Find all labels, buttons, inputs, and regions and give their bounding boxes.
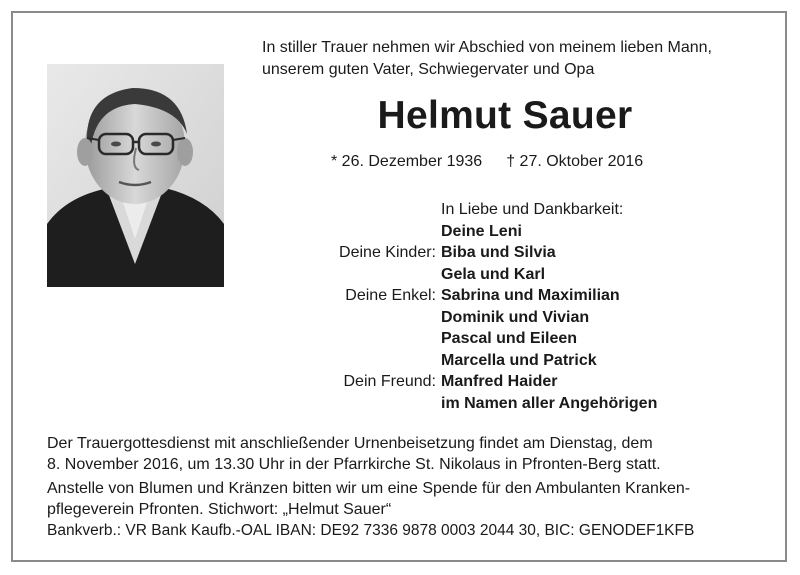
intro-line-1: In stiller Trauer nehmen wir Abschied von meinem lieben Mann, [262, 39, 712, 56]
portrait-photo [47, 64, 224, 287]
list-item [260, 285, 760, 307]
donation-line-1: Anstelle von Blumen und Kränzen bitten wir um eine Spende für den Ambulanten Kranken- [47, 480, 691, 497]
death-date: † 27. Oktober 2016 [506, 153, 644, 170]
donation-line-2: pflegeverein Pfronten. Stichwort: „Helmut Sauer“ [47, 501, 392, 518]
list-item [260, 371, 760, 393]
service-line-2: 8. November 2016, um 13.30 Uhr in der Pfarrkirche St. Nikolaus in Pfronten-Berg statt. [47, 456, 661, 473]
intro-line-2: unserem guten Vater, Schwiegervater und Opa [262, 61, 595, 78]
list-item [260, 199, 760, 221]
children-entry: Biba und Silvia [441, 244, 556, 261]
grandchildren-label: Deine Enkel: [345, 287, 436, 304]
friend-name: Manfred Haider [441, 373, 558, 390]
list-item [260, 350, 760, 372]
list-item [260, 242, 760, 264]
wife-name: Deine Leni [441, 222, 522, 240]
list-item [260, 393, 760, 415]
grandchildren-entry: Dominik und Vivian [441, 308, 590, 326]
closing-line: im Namen aller Angehörigen [441, 394, 658, 412]
service-info [47, 433, 767, 475]
list-item [260, 328, 760, 350]
donation-info [47, 478, 767, 520]
grandchildren-entry: Marcella und Patrick [441, 351, 597, 369]
children-label: Deine Kinder: [339, 244, 436, 261]
list-item [260, 221, 760, 243]
portrait-image [47, 64, 224, 287]
list-item [260, 307, 760, 329]
intro-text [262, 37, 782, 81]
grandchildren-entry: Pascal und Eileen [441, 330, 578, 347]
service-line-1: Der Trauergottesdienst mit anschließender Urnenbeisetzung findet am Dienstag, dem [47, 435, 653, 452]
life-dates [331, 151, 643, 173]
friend-label: Dein Freund: [343, 373, 436, 390]
list-item [260, 264, 760, 286]
mourners-list [260, 199, 760, 414]
children-entry: Gela und Karl [441, 265, 546, 283]
grandchildren-entry: Sabrina und Maximilian [441, 287, 620, 304]
deceased-name: Helmut Sauer [377, 94, 633, 137]
gratitude-heading: In Liebe und Dankbarkeit: [441, 201, 624, 218]
bank-details: Bankverb.: VR Bank Kaufb.-OAL IBAN: DE92 7336 9878 0003 2044 30, BIC: GENODEF1KFB [47, 522, 695, 539]
birth-date: * 26. Dezember 1936 [331, 153, 483, 170]
